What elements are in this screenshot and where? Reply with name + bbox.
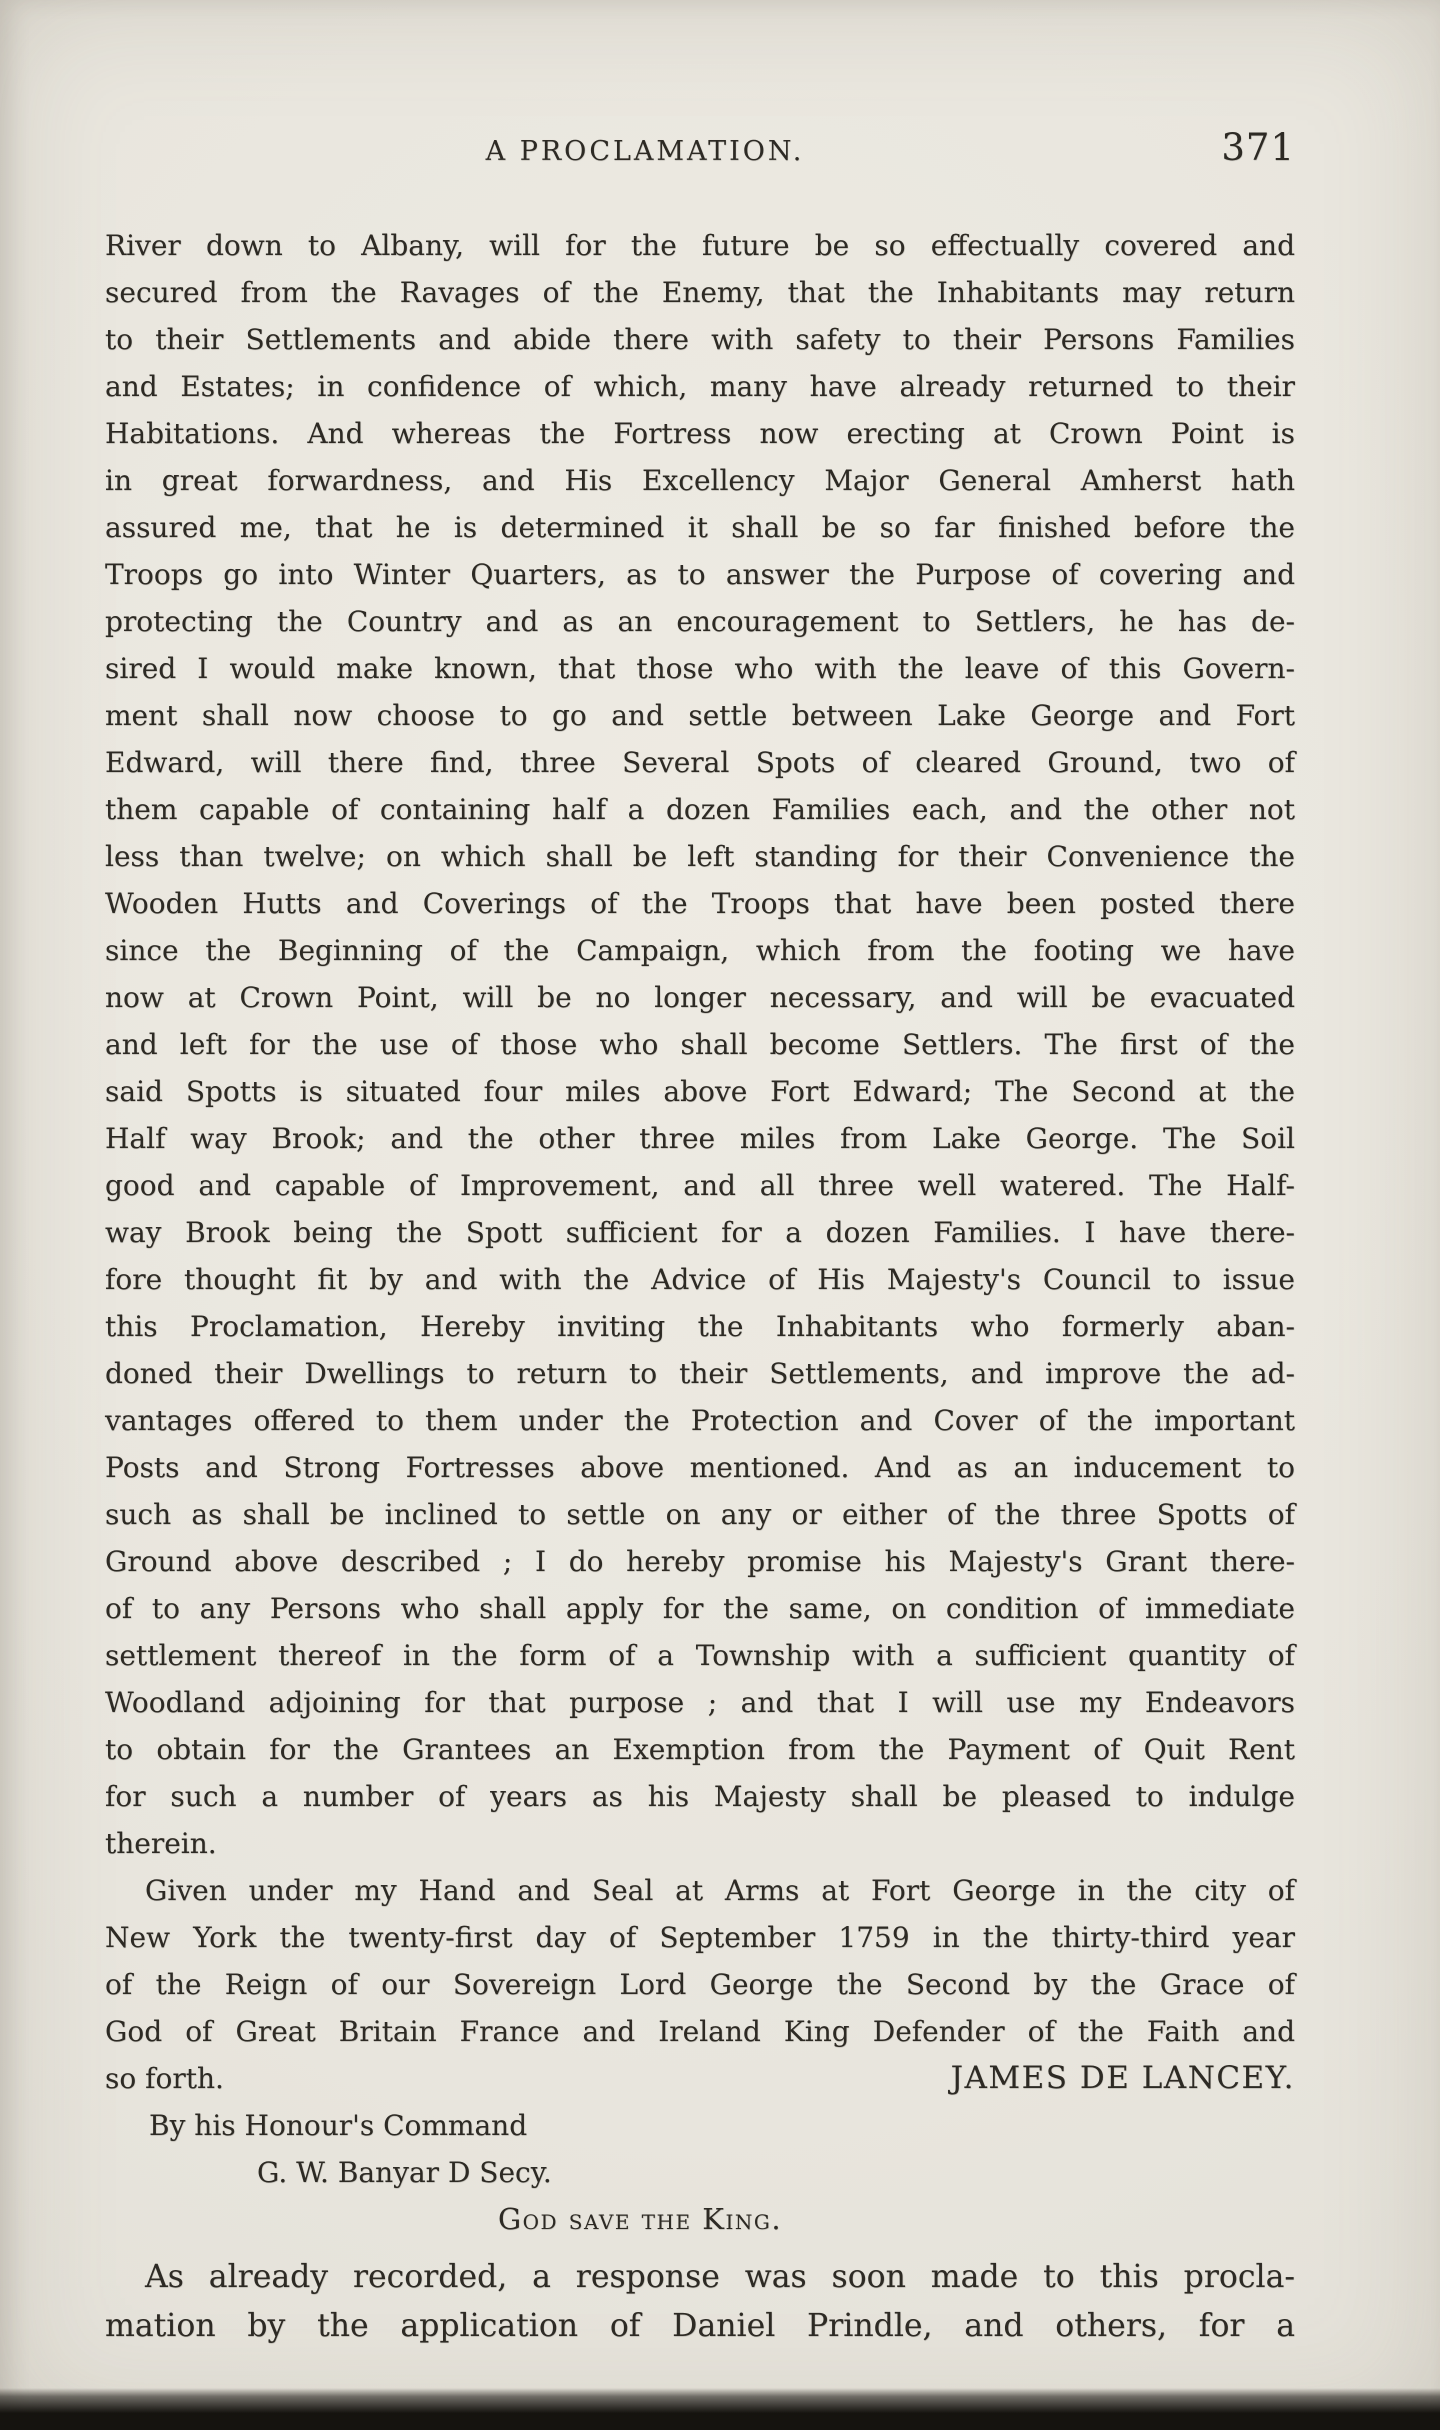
text-line: in great forwardness, and His Excellency Major General Amherst hath — [105, 464, 1295, 497]
text-line: and Estates; in confidence of which, many have already returned to their — [105, 370, 1295, 403]
text-line: fore thought fit by and with the Advice of His Majesty's Council to issue — [105, 1263, 1295, 1296]
attestation-line: By his Honour's Command — [149, 2109, 528, 2142]
text-line: Woodland adjoining for that purpose ; and that I will use my Endeavors — [105, 1686, 1295, 1719]
text-line: ment shall now choose to go and settle between Lake George and Fort — [105, 699, 1295, 732]
text-line: Ground above described ; I do hereby promise his Majesty's Grant there- — [105, 1545, 1295, 1578]
signature: JAMES DE LANCEY. — [950, 2060, 1295, 2096]
text-line: protecting the Country and as an encouragement to Settlers, he has de- — [105, 605, 1295, 638]
scan-edge-shadow — [0, 2388, 1440, 2430]
page-title: A PROCLAMATION. — [485, 136, 805, 167]
secretary-line: G. W. Banyar D Secy. — [257, 2156, 552, 2189]
text-line: New York the twenty-first day of September 1759 in the thirty-third year — [105, 1921, 1295, 1954]
text-line: less than twelve; on which shall be left standing for their Convenience the — [105, 840, 1295, 873]
text-line: way Brook being the Spott sufficient for a dozen Families. I have there- — [105, 1216, 1295, 1249]
narrative-paragraph — [105, 2253, 1295, 2351]
motto-line: God save the King. — [497, 2202, 783, 2236]
page-header — [105, 126, 1295, 182]
text-line: of to any Persons who shall apply for the same, on condition of immediate — [105, 1592, 1295, 1625]
proclamation-body — [105, 222, 1295, 1867]
text-line: As already recorded, a response was soon made to this procla- — [145, 2259, 1295, 2295]
text-line: to their Settlements and abide there with safety to their Persons Families — [105, 323, 1295, 356]
signature-row — [105, 2055, 1295, 2102]
text-line: said Spotts is situated four miles above Fort Edward; The Second at the — [105, 1075, 1295, 1108]
text-line: Edward, will there find, three Several Spots of cleared Ground, two of — [105, 746, 1295, 779]
text-line: Troops go into Winter Quarters, as to answer the Purpose of covering and — [105, 558, 1295, 591]
text-line: settlement thereof in the form of a Township with a sufficient quantity of — [105, 1639, 1295, 1672]
text-line: vantages offered to them under the Protection and Cover of the important — [105, 1404, 1295, 1437]
text-line: River down to Albany, will for the future be so effectually covered and — [105, 229, 1295, 262]
closing-last-words: so forth. — [105, 2062, 224, 2095]
text-line: Given under my Hand and Seal at Arms at Fort George in the city of — [145, 1874, 1295, 1907]
text-line: doned their Dwellings to return to their Settlements, and improve the ad- — [105, 1357, 1295, 1390]
text-line: mation by the application of Daniel Prindle, and others, for a — [105, 2308, 1295, 2344]
text-line: for such a number of years as his Majesty shall be pleased to indulge — [105, 1780, 1295, 1813]
page-number: 371 — [1221, 126, 1295, 169]
text-line: this Proclamation, Hereby inviting the Inhabitants who formerly aban- — [105, 1310, 1295, 1343]
text-line: Habitations. And whereas the Fortress now erecting at Crown Point is — [105, 417, 1295, 450]
text-line: good and capable of Improvement, and all three well watered. The Half- — [105, 1169, 1295, 1202]
text-column — [105, 222, 1295, 2351]
text-line: sired I would make known, that those who with the leave of this Govern- — [105, 652, 1295, 685]
text-line: them capable of containing half a dozen Families each, and the other not — [105, 793, 1295, 826]
text-line: secured from the Ravages of the Enemy, that the Inhabitants may return — [105, 276, 1295, 309]
text-line: since the Beginning of the Campaign, which from the footing we have — [105, 934, 1295, 967]
text-line: now at Crown Point, will be no longer necessary, and will be evacuated — [105, 981, 1295, 1014]
proclamation-closing — [105, 1867, 1295, 2055]
text-line: such as shall be inclined to settle on any or either of the three Spotts of — [105, 1498, 1295, 1531]
text-line: Wooden Hutts and Coverings of the Troops that have been posted there — [105, 887, 1295, 920]
text-line: God of Great Britain France and Ireland King Defender of the Faith and — [105, 2015, 1295, 2048]
text-line: Posts and Strong Fortresses above mentioned. And as an inducement to — [105, 1451, 1295, 1484]
text-line: assured me, that he is determined it shall be so far finished before the — [105, 511, 1295, 544]
text-line: therein. — [105, 1827, 217, 1860]
text-line: and left for the use of those who shall become Settlers. The first of the — [105, 1028, 1295, 1061]
text-line: Half way Brook; and the other three miles from Lake George. The Soil — [105, 1122, 1295, 1155]
text-line: to obtain for the Grantees an Exemption from the Payment of Quit Rent — [105, 1733, 1295, 1766]
text-line: of the Reign of our Sovereign Lord George the Second by the Grace of — [105, 1968, 1295, 2001]
